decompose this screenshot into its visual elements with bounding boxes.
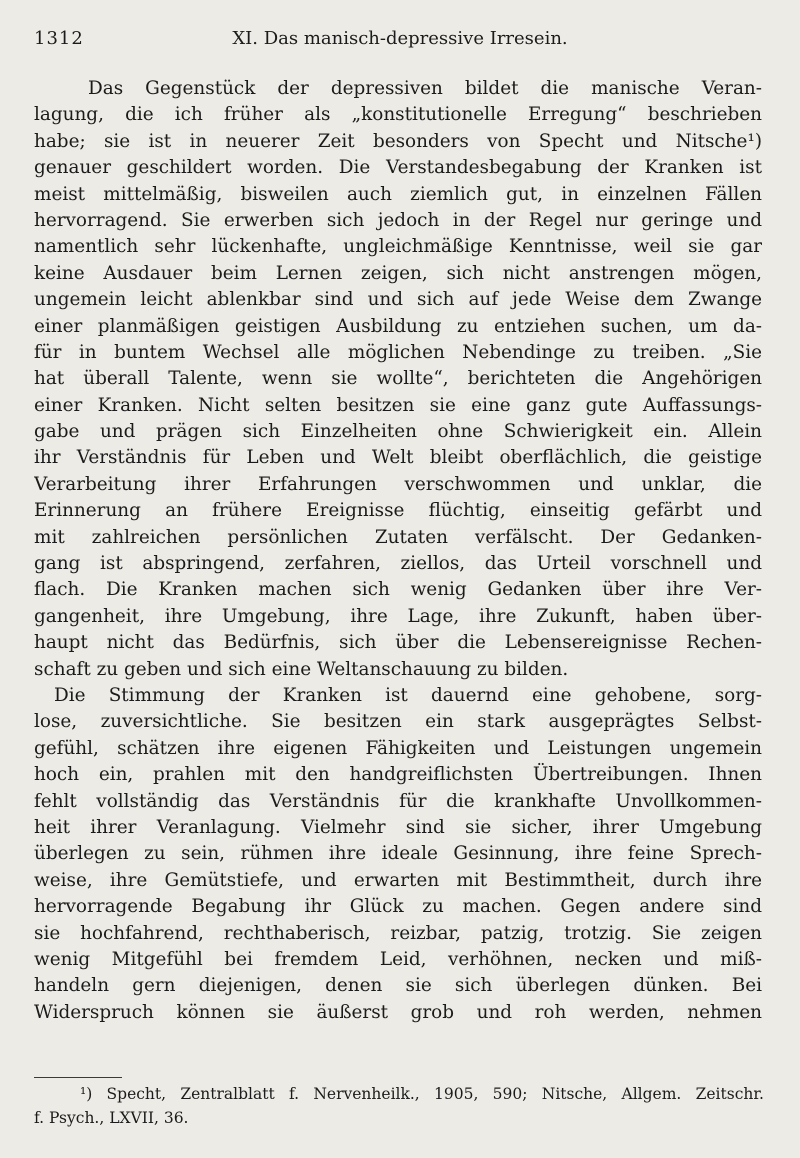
text-line: einer Kranken. Nicht selten besitzen sie eine ganz gute Auffassungs- bbox=[34, 394, 762, 416]
running-head: XI. Das manisch-depressive Irresein. bbox=[232, 28, 568, 49]
text-line: mit zahlreichen persönlichen Zutaten verfälscht. Der Gedanken- bbox=[34, 526, 762, 548]
text-line: für in buntem Wechsel alle möglichen Nebendinge zu treiben. „Sie bbox=[34, 341, 762, 363]
text-line: hervorragende Begabung ihr Glück zu machen. Gegen andere sind bbox=[34, 896, 762, 918]
text-line: Verarbeitung ihrer Erfahrungen verschwommen und unklar, die bbox=[34, 473, 762, 495]
text-line: überlegen zu sein, rühmen ihre ideale Gesinnung, ihre feine Sprech- bbox=[34, 843, 762, 865]
footnote-line: ¹) Specht, Zentralblatt f. Nervenheilk., 1905, 590; Nitsche, Allgem. Zeitschr. bbox=[80, 1085, 764, 1103]
text-line: keine Ausdauer beim Lernen zeigen, sich nicht anstrengen mögen, bbox=[34, 262, 762, 284]
footnote-line: f. Psych., LXVII, 36. bbox=[34, 1109, 189, 1127]
text-line: gang ist abspringend, zerfahren, ziellos, das Urteil vorschnell und bbox=[34, 553, 762, 575]
text-line: Widerspruch können sie äußerst grob und roh werden, nehmen bbox=[34, 1001, 762, 1023]
text-line: lagung, die ich früher als „konstitutionelle Erregung“ beschrieben bbox=[34, 104, 762, 126]
text-line: haupt nicht das Bedürfnis, sich über die Lebensereignisse Rechen- bbox=[34, 632, 762, 654]
text-line: Das Gegenstück der depressiven bildet die manische Veran- bbox=[88, 78, 762, 99]
text-line: ihr Verständnis für Leben und Welt bleibt oberflächlich, die geistige bbox=[34, 447, 762, 469]
text-line: Die Stimmung der Kranken ist dauernd eine gehobene, sorg- bbox=[54, 684, 762, 706]
page-header bbox=[34, 28, 766, 58]
page-number: 1312 bbox=[34, 28, 84, 49]
text-line: Erinnerung an frühere Ereignisse flüchtig, einseitig gefärbt und bbox=[34, 500, 762, 522]
text-line: einer planmäßigen geistigen Ausbildung zu entziehen suchen, um da- bbox=[34, 315, 762, 337]
text-line: ungemein leicht ablenkbar sind und sich auf jede Weise dem Zwange bbox=[34, 289, 762, 311]
text-line: meist mittelmäßig, bisweilen auch ziemlich gut, in einzelnen Fällen bbox=[34, 183, 762, 205]
footnote-divider bbox=[34, 1077, 122, 1078]
text-line: gangenheit, ihre Umgebung, ihre Lage, ihre Zukunft, haben über- bbox=[34, 605, 762, 627]
text-line: schaft zu geben und sich eine Weltanschauung zu bilden. bbox=[34, 658, 569, 680]
text-line: habe; sie ist in neuerer Zeit besonders von Specht und Nitsche¹) bbox=[34, 130, 762, 152]
text-line: lose, zuversichtliche. Sie besitzen ein stark ausgeprägtes Selbst- bbox=[34, 711, 762, 733]
text-line: handeln gern diejenigen, denen sie sich überlegen dünken. Bei bbox=[34, 975, 762, 997]
text-line: fehlt vollständig das Verständnis für die krankhafte Unvollkommen- bbox=[34, 790, 762, 812]
body-text bbox=[34, 76, 762, 1026]
text-line: sie hochfahrend, rechthaberisch, reizbar, patzig, trotzig. Sie zeigen bbox=[34, 922, 762, 944]
text-line: gabe und prägen sich Einzelheiten ohne Schwierigkeit ein. Allein bbox=[34, 421, 762, 443]
text-line: gefühl, schätzen ihre eigenen Fähigkeiten und Leistungen ungemein bbox=[34, 737, 762, 759]
text-line: hoch ein, prahlen mit den handgreiflichsten Übertreibungen. Ihnen bbox=[34, 764, 762, 786]
text-line: heit ihrer Veranlagung. Vielmehr sind sie sicher, ihrer Umgebung bbox=[34, 816, 762, 838]
text-line: flach. Die Kranken machen sich wenig Gedanken über ihre Ver- bbox=[34, 579, 762, 601]
text-line: hat überall Talente, wenn sie wollte“, berichteten die Angehörigen bbox=[34, 368, 762, 390]
text-line: hervorragend. Sie erwerben sich jedoch in der Regel nur geringe und bbox=[34, 209, 762, 231]
text-line: wenig Mitgefühl bei fremdem Leid, verhöhnen, necken und miß- bbox=[34, 948, 762, 970]
text-line: namentlich sehr lückenhafte, ungleichmäßige Kenntnisse, weil sie gar bbox=[34, 236, 762, 258]
footnotes bbox=[34, 1082, 764, 1130]
text-line: weise, ihre Gemütstiefe, und erwarten mit Bestimmtheit, durch ihre bbox=[34, 869, 762, 891]
text-line: genauer geschildert worden. Die Verstandesbegabung der Kranken ist bbox=[34, 157, 762, 179]
